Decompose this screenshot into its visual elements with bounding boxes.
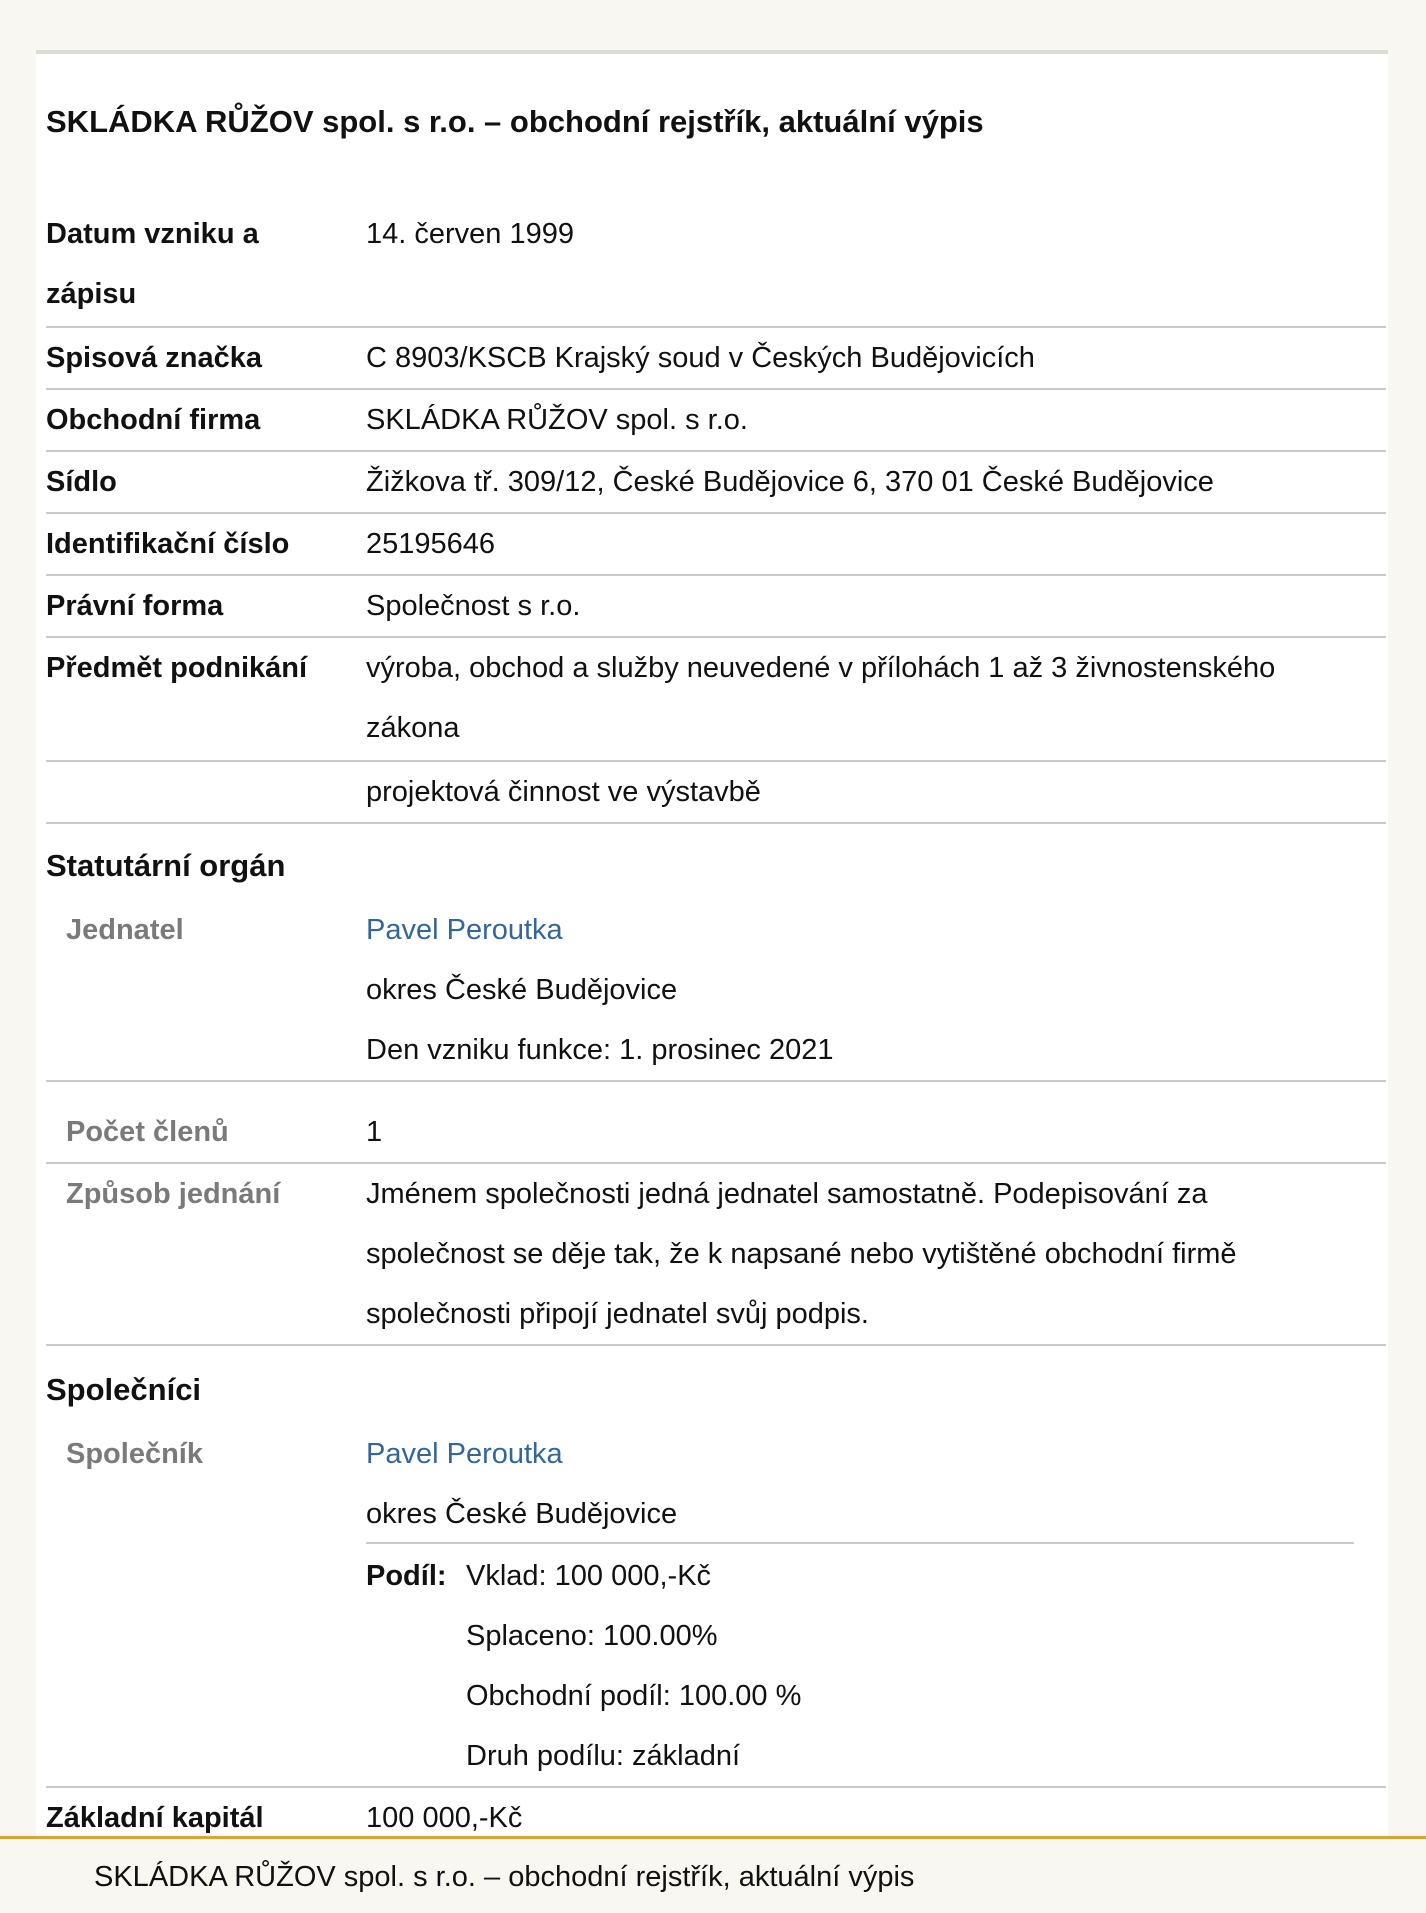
predmet-value-1-line2: zákona (366, 712, 460, 744)
firma-label: Obchodní firma (46, 404, 261, 436)
datum-value: 14. červen 1999 (366, 218, 574, 250)
spolecnik-okres: okres České Budějovice (366, 1498, 678, 1530)
podil-obchodni: Obchodní podíl: 100.00 % (466, 1680, 802, 1712)
row-pravni-forma (46, 576, 1386, 638)
row-ico (46, 514, 1386, 576)
kapital-value: 100 000,-Kč (366, 1802, 523, 1834)
footer (0, 1836, 1426, 1913)
row-obchodni-firma (46, 390, 1386, 452)
spisova-value: C 8903/KSCB Krajský soud v Českých Budějovicích (366, 342, 1035, 374)
pocet-label: Počet členů (66, 1116, 229, 1148)
predmet-value-2: projektová činnost ve výstavbě (366, 776, 761, 808)
section-statutarni-organ: Statutární orgán (46, 848, 286, 883)
row-zpusob-jednani (46, 1164, 1386, 1346)
row-datum-vzniku (46, 204, 1386, 328)
row-sidlo (46, 452, 1386, 514)
zpusob-line3: společnosti připojí jednatel svůj podpis. (366, 1298, 869, 1330)
jednatel-label: Jednatel (66, 914, 184, 946)
pocet-value: 1 (366, 1116, 383, 1148)
page-title: SKLÁDKA RŮŽOV spol. s r.o. – obchodní rejstřík, aktuální výpis (46, 104, 984, 139)
firma-value: SKLÁDKA RŮŽOV spol. s r.o. (366, 404, 748, 436)
footer-text: SKLÁDKA RŮŽOV spol. s r.o. – obchodní rejstřík, aktuální výpis (94, 1861, 915, 1893)
kapital-label: Základní kapitál (46, 1802, 264, 1834)
sidlo-value: Žižkova tř. 309/12, České Budějovice 6, 370 01 České Budějovice (366, 466, 1214, 498)
podil-vklad: Vklad: 100 000,-Kč (466, 1560, 712, 1592)
predmet-value-1-line1: výroba, obchod a služby neuvedené v přílohách 1 až 3 živnostenského (366, 652, 1276, 684)
zpusob-line2: společnost se děje tak, že k napsané nebo vytištěné obchodní firmě (366, 1238, 1237, 1270)
forma-label: Právní forma (46, 590, 224, 622)
jednatel-den-vzniku: Den vzniku funkce: 1. prosinec 2021 (366, 1034, 834, 1066)
row-jednatel (46, 900, 1386, 1082)
datum-label-line2: zápisu (46, 278, 137, 310)
spolecnik-label: Společník (66, 1438, 203, 1470)
zpusob-label: Způsob jednání (66, 1178, 281, 1210)
sidlo-label: Sídlo (46, 466, 117, 498)
jednatel-name-link[interactable]: Pavel Peroutka (366, 914, 563, 946)
predmet-label: Předmět podnikání (46, 652, 308, 684)
section-spolecnici: Společníci (46, 1372, 202, 1407)
ico-value: 25195646 (366, 528, 496, 560)
row-predmet-podnikani (46, 638, 1386, 762)
row-spolecnik (46, 1424, 1386, 1788)
spolecnik-name-link[interactable]: Pavel Peroutka (366, 1438, 563, 1470)
datum-label-line1: Datum vzniku a (46, 218, 259, 250)
row-spisova-znacka (46, 328, 1386, 390)
podil-label: Podíl: (366, 1560, 447, 1592)
ico-label: Identifikační číslo (46, 528, 290, 560)
row-predmet-podnikani-2 (46, 762, 1386, 824)
spisova-label: Spisová značka (46, 342, 262, 374)
podil-splaceno: Splaceno: 100.00% (466, 1620, 718, 1652)
podil-divider (366, 1542, 1354, 1544)
register-card (36, 50, 1388, 1836)
forma-value: Společnost s r.o. (366, 590, 581, 622)
podil-druh: Druh podílu: základní (466, 1740, 741, 1772)
row-pocet-clenu (46, 1102, 1386, 1164)
zpusob-line1: Jménem společnosti jedná jednatel samostatně. Podepisování za (366, 1178, 1208, 1210)
jednatel-okres: okres České Budějovice (366, 974, 678, 1006)
